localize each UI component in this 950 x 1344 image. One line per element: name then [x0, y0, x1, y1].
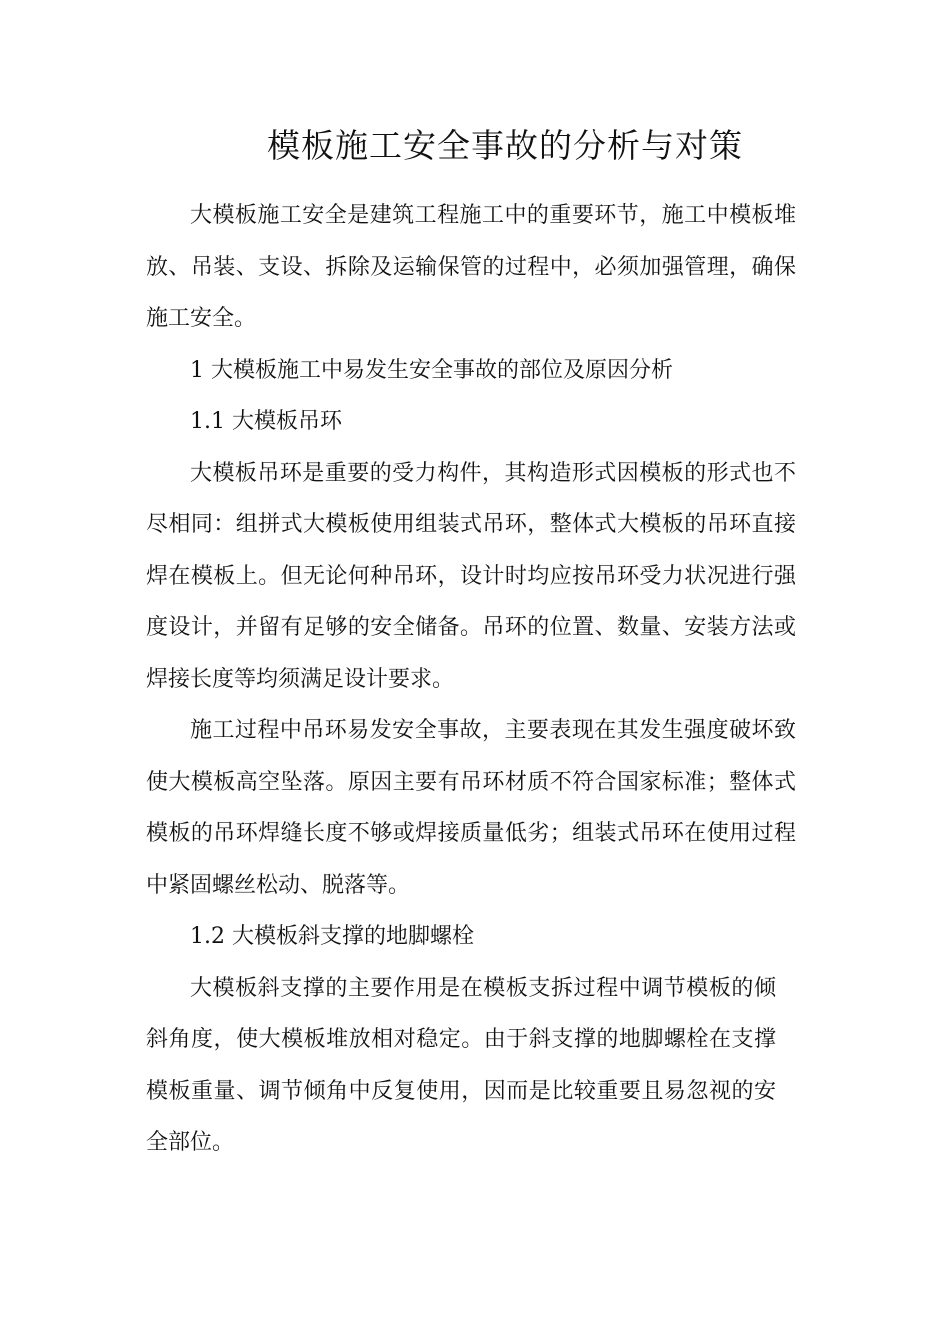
- subsection-heading: 1.1 大模板吊环: [190, 409, 342, 434]
- body-paragraph: 大模板斜支撑的主要作用是在模板支拆过程中调节模板的倾斜角度，使大模板堆放相对稳定。由于斜支撑的地脚螺栓在支撑模板重量、调节倾角中反复使用，因而是比较重要且易忽视的安全部位。: [146, 975, 776, 1155]
- document-body: [146, 190, 796, 1169]
- document-title: 模板施工安全事故的分析与对策: [267, 126, 743, 165]
- body-paragraph: 大模板吊环是重要的受力构件，其构造形式因模板的形式也不尽相同：组拼式大模板使用组装式吊环，整体式大模板的吊环直接焊在模板上。但无论何种吊环，设计时均应按吊环受力状况进行强度设计，并留有足够的安全储备。吊环的位置、数量、安装方法或焊接长度等均须满足设计要求。: [146, 460, 796, 692]
- body-paragraph: 施工过程中吊环易发安全事故，主要表现在其发生强度破坏致使大模板高空坠落。原因主要有吊环材质不符合国家标准；整体式模板的吊环焊缝长度不够或焊接质量低劣；组装式吊环在使用过程中紧固螺丝松动、脱落等。: [146, 718, 796, 898]
- body-paragraph: 大模板施工安全是建筑工程施工中的重要环节，施工中模板堆放、吊装、支设、拆除及运输保管的过程中，必须加强管理，确保施工安全。: [146, 203, 796, 331]
- section-heading: 1 大模板施工中易发生安全事故的部位及原因分析: [190, 357, 673, 383]
- subsection-heading: 1.2 大模板斜支撑的地脚螺栓: [190, 924, 474, 949]
